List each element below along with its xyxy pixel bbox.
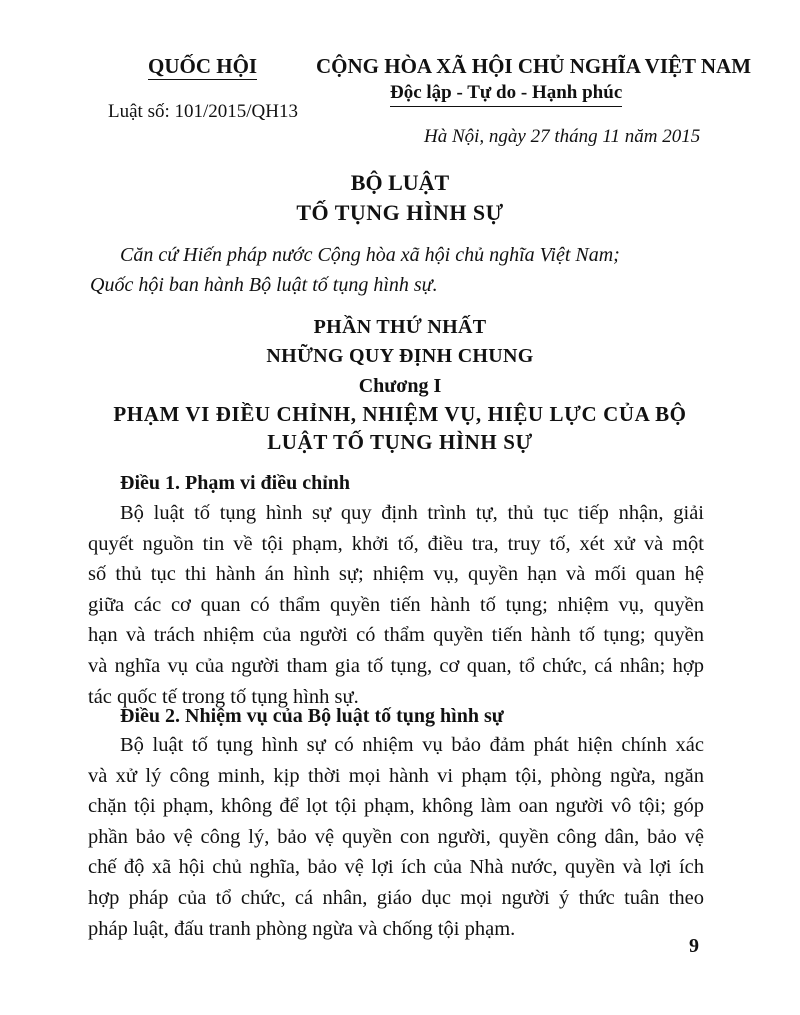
chapter-number: Chương I bbox=[358, 375, 442, 397]
article-2-line: pháp luật, đấu tranh phòng ngừa và chống tội phạm. bbox=[88, 917, 516, 940]
article-2-heading: Điều 2. Nhiệm vụ của Bộ luật tố tụng hình sự bbox=[120, 705, 504, 727]
preamble-line2: Quốc hội ban hành Bộ luật tố tụng hình sự. bbox=[90, 274, 438, 296]
page-number: 9 bbox=[689, 935, 699, 957]
article-1-body bbox=[88, 498, 704, 712]
chapter-title-line2: LUẬT TỐ TỤNG HÌNH SỰ bbox=[267, 430, 533, 454]
article-2-line: Bộ luật tố tụng hình sự có nhiệm vụ bảo đảm phát hiện chính xác bbox=[120, 734, 704, 756]
preamble-line1: Căn cứ Hiến pháp nước Cộng hòa xã hội chủ nghĩa Việt Nam; bbox=[120, 244, 620, 266]
article-1-line: quyết nguồn tin về tội phạm, khởi tố, điều tra, truy tố, xét xử và một bbox=[88, 532, 704, 555]
document-title-line1: BỘ LUẬT bbox=[350, 170, 450, 195]
article-2-line: chặn tội phạm, không để lọt tội phạm, không làm oan người vô tội; góp bbox=[88, 795, 704, 818]
date-line: Hà Nội, ngày 27 tháng 11 năm 2015 bbox=[424, 126, 701, 147]
article-1-line: Bộ luật tố tụng hình sự quy định trình tự, thủ tục tiếp nhận, giải bbox=[120, 502, 704, 524]
article-2-line: và xử lý công minh, kịp thời mọi hành vi phạm tội, phòng ngừa, ngăn bbox=[88, 764, 704, 787]
article-2-line: chế độ xã hội chủ nghĩa, bảo vệ lợi ích của Nhà nước, quyền và lợi ích bbox=[88, 856, 704, 879]
article-1-line: và nghĩa vụ của người tham gia tố tụng, cơ quan, tổ chức, cá nhân; hợp bbox=[88, 654, 704, 677]
national-motto: Độc lập - Tự do - Hạnh phúc bbox=[390, 82, 622, 107]
article-1-line: giữa các cơ quan có thẩm quyền tiến hành tố tụng; nhiệm vụ, quyền bbox=[88, 593, 704, 616]
article-1-heading: Điều 1. Phạm vi điều chỉnh bbox=[120, 472, 351, 494]
republic-name: CỘNG HÒA XÃ HỘI CHỦ NGHĨA VIỆT NAM bbox=[316, 54, 752, 78]
chapter-title-line1: PHẠM VI ĐIỀU CHỈNH, NHIỆM VỤ, HIỆU LỰC CỦA BỘ bbox=[113, 402, 687, 426]
law-number: Luật số: 101/2015/QH13 bbox=[108, 101, 298, 122]
article-1-line: tác quốc tế trong tố tụng hình sự. bbox=[88, 685, 359, 708]
issuer-name: QUỐC HỘI bbox=[148, 54, 258, 78]
article-2-line: hợp pháp của tổ chức, cá nhân, giáo dục mọi người ý thức tuân theo bbox=[88, 886, 704, 909]
article-1-line: hạn và trách nhiệm của người có thẩm quyền tiến hành tố tụng; quyền bbox=[88, 624, 704, 647]
document-title-line2: TỐ TỤNG HÌNH SỰ bbox=[296, 200, 504, 225]
article-2-line: phần bảo vệ công lý, bảo vệ quyền con người, quyền công dân, bảo vệ bbox=[88, 825, 704, 848]
article-1-line: số thủ tục thi hành án hình sự; nhiệm vụ, quyền hạn và mối quan hệ bbox=[88, 563, 704, 586]
article-2-body bbox=[88, 730, 704, 944]
part-heading: PHẦN THỨ NHẤT bbox=[313, 316, 487, 338]
part-title: NHỮNG QUY ĐỊNH CHUNG bbox=[266, 345, 534, 367]
